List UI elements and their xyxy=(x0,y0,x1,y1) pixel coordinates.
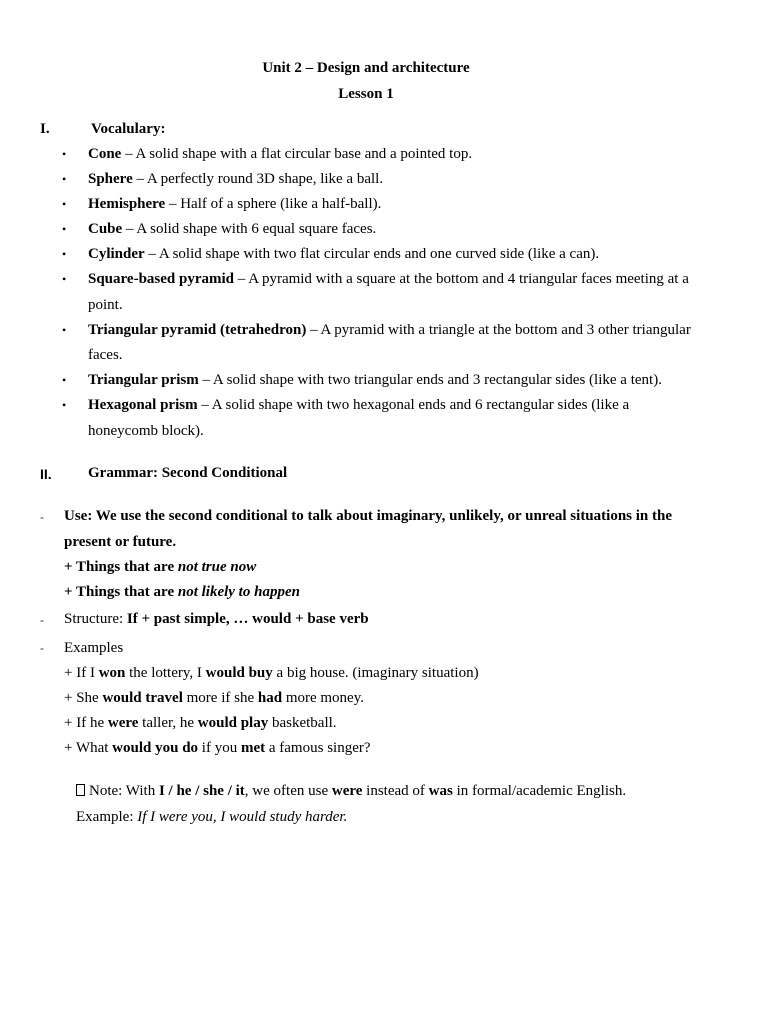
vocab-def-continued: honeycomb block). xyxy=(88,423,204,439)
dash-marker: - xyxy=(40,641,44,655)
vocab-item-cube xyxy=(88,219,376,239)
bullet-icon: • xyxy=(62,247,67,261)
vocab-def: – A pyramid with a triangle at the bottom and 3 other triangular xyxy=(306,322,691,338)
bullet-icon: • xyxy=(62,398,67,412)
structure-formula: If + past simple, … would + base verb xyxy=(126,611,369,627)
vocab-term: Cylinder xyxy=(88,246,145,262)
example-1: + If I won the lottery, I would buy a big house. (imaginary situation) xyxy=(64,665,479,681)
use-point-1 xyxy=(64,557,256,577)
vocab-item-triangular-pyramid xyxy=(88,320,691,340)
dash-marker: - xyxy=(40,613,44,627)
vocab-def: – A solid shape with a flat circular base and a pointed top. xyxy=(121,146,473,162)
structure-line xyxy=(64,609,369,629)
vocab-def: – A perfectly round 3D shape, like a ball. xyxy=(132,171,384,187)
use-point-2 xyxy=(64,582,300,602)
bullet-icon: • xyxy=(62,172,67,186)
use-point-prefix: + Things that are xyxy=(64,559,178,575)
bullet-icon: • xyxy=(62,147,67,161)
example-2: + She would travel more if she had more money. xyxy=(64,690,364,706)
use-point-prefix: + Things that are xyxy=(64,584,178,600)
vocab-term: Triangular prism xyxy=(88,372,199,388)
vocab-item-square-pyramid xyxy=(88,269,689,289)
section2-numeral: II. xyxy=(40,466,52,482)
section1-heading: Vocalulary: xyxy=(91,121,166,137)
dash-marker: - xyxy=(40,510,44,524)
unit-title: Unit 2 – Design and architecture xyxy=(262,60,470,76)
vocab-term: Hexagonal prism xyxy=(88,397,198,413)
use-line-2: present or future. xyxy=(64,534,177,550)
vocab-def: – A solid shape with 6 equal square faces. xyxy=(122,221,377,237)
use-point-italic: not true now xyxy=(177,559,257,575)
vocab-def: – A solid shape with two triangular ends and 3 rectangular sides (like a tent). xyxy=(198,372,662,388)
note-icon xyxy=(76,784,85,796)
example-3: + If he were taller, he would play basketball. xyxy=(64,715,337,731)
vocab-term: Sphere xyxy=(88,171,133,187)
use-line-1: Use: We use the second conditional to talk about imaginary, unlikely, or unreal situations in the xyxy=(64,508,672,524)
vocab-term: Cube xyxy=(88,221,123,237)
vocab-item-sphere xyxy=(88,169,383,189)
vocab-item-cylinder xyxy=(88,244,599,264)
vocab-def: – A solid shape with two hexagonal ends and 6 rectangular sides (like a xyxy=(197,397,630,413)
vocab-def-continued: faces. xyxy=(88,347,123,363)
note-example-label: Example: xyxy=(76,809,138,825)
vocab-term: Square-based pyramid xyxy=(88,271,235,287)
vocab-item-hexagonal-prism xyxy=(88,395,629,415)
structure-label: Structure: xyxy=(64,611,127,627)
section2-heading: Grammar: Second Conditional xyxy=(88,465,288,481)
note-example xyxy=(76,807,347,827)
vocab-term: Cone xyxy=(88,146,122,162)
bullet-icon: • xyxy=(62,222,67,236)
bullet-icon: • xyxy=(62,373,67,387)
bullet-icon: • xyxy=(62,323,67,337)
vocab-def: – A solid shape with two flat circular ends and one curved side (like a can). xyxy=(144,246,600,262)
vocab-term: Hemisphere xyxy=(88,196,166,212)
vocab-item-cone xyxy=(88,144,472,164)
bullet-icon: • xyxy=(62,197,67,211)
note-example-text: If I were you, I would study harder. xyxy=(137,809,348,825)
vocab-item-hemisphere xyxy=(88,194,381,214)
use-point-italic: not likely to happen xyxy=(177,584,300,600)
examples-label: Examples xyxy=(64,640,124,656)
vocab-def-continued: point. xyxy=(88,297,123,313)
vocab-def: – A pyramid with a square at the bottom and 4 triangular faces meeting at a xyxy=(234,271,689,287)
section1-numeral: I. xyxy=(40,121,50,137)
lesson-title: Lesson 1 xyxy=(338,86,394,102)
bullet-icon: • xyxy=(62,272,67,286)
note-line: Note: With I / he / she / it, we often use were instead of was in formal/academic English. xyxy=(76,781,626,801)
vocab-term: Triangular pyramid (tetrahedron) xyxy=(88,322,307,338)
example-4: + What would you do if you met a famous singer? xyxy=(64,740,371,756)
vocab-def: – Half of a sphere (like a half-ball). xyxy=(165,196,382,212)
vocab-item-triangular-prism xyxy=(88,370,662,390)
